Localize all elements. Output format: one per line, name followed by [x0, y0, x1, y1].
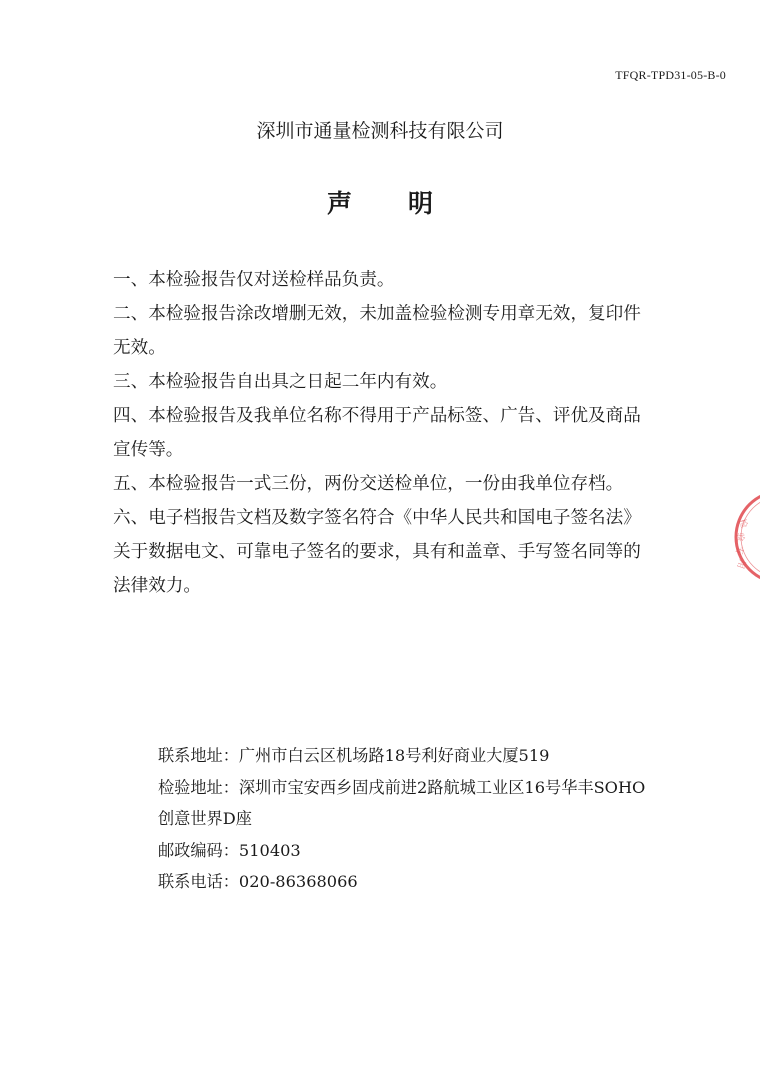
- statement-item-2: 二、本检验报告涂改增删无效，未加盖检验检测专用章无效，复印件无效。: [113, 304, 641, 358]
- official-seal-stamp: [732, 487, 760, 587]
- svg-text:验: 验: [734, 532, 745, 543]
- contact-address: 联系地址：广州市白云区机场路18号利好商业大厦519: [158, 746, 550, 765]
- company-name: 深圳市通量检测科技有限公司: [256, 120, 504, 142]
- svg-text:检: 检: [736, 517, 749, 530]
- phone-number: 联系电话：020-86368066: [158, 872, 358, 891]
- lab-address: 检验地址：深圳市宝安西乡固戌前进2路航城工业区16号华丰SOHO创意世界D座: [158, 777, 646, 828]
- page-title: 声明: [326, 189, 489, 218]
- document-code: TFQR-TPD31-05-B-0: [615, 68, 726, 82]
- statement-item-4: 四、本检验报告及我单位名称不得用于产品标签、广告、评优及商品宣传等。: [113, 406, 641, 460]
- postcode: 邮政编码：510403: [158, 840, 301, 860]
- statement-list: [113, 263, 658, 603]
- statement-item-3: 三、本检验报告自出具之日起二年内有效。: [113, 372, 448, 392]
- statement-item-1: 一、本检验报告仅对送检样品负责。: [113, 270, 395, 290]
- statement-item-5: 五、本检验报告一式三份，两份交送检单位，一份由我单位存档。: [113, 474, 624, 494]
- svg-text:专: 专: [733, 545, 744, 556]
- contact-info: [158, 740, 658, 898]
- statement-item-6: 六、电子档报告文档及数字签名符合《中华人民共和国电子签名法》关于数据电文、可靠电子签名的要求，具有和盖章、手写签名同等的法律效力。: [113, 508, 641, 596]
- svg-text:用: 用: [734, 558, 747, 570]
